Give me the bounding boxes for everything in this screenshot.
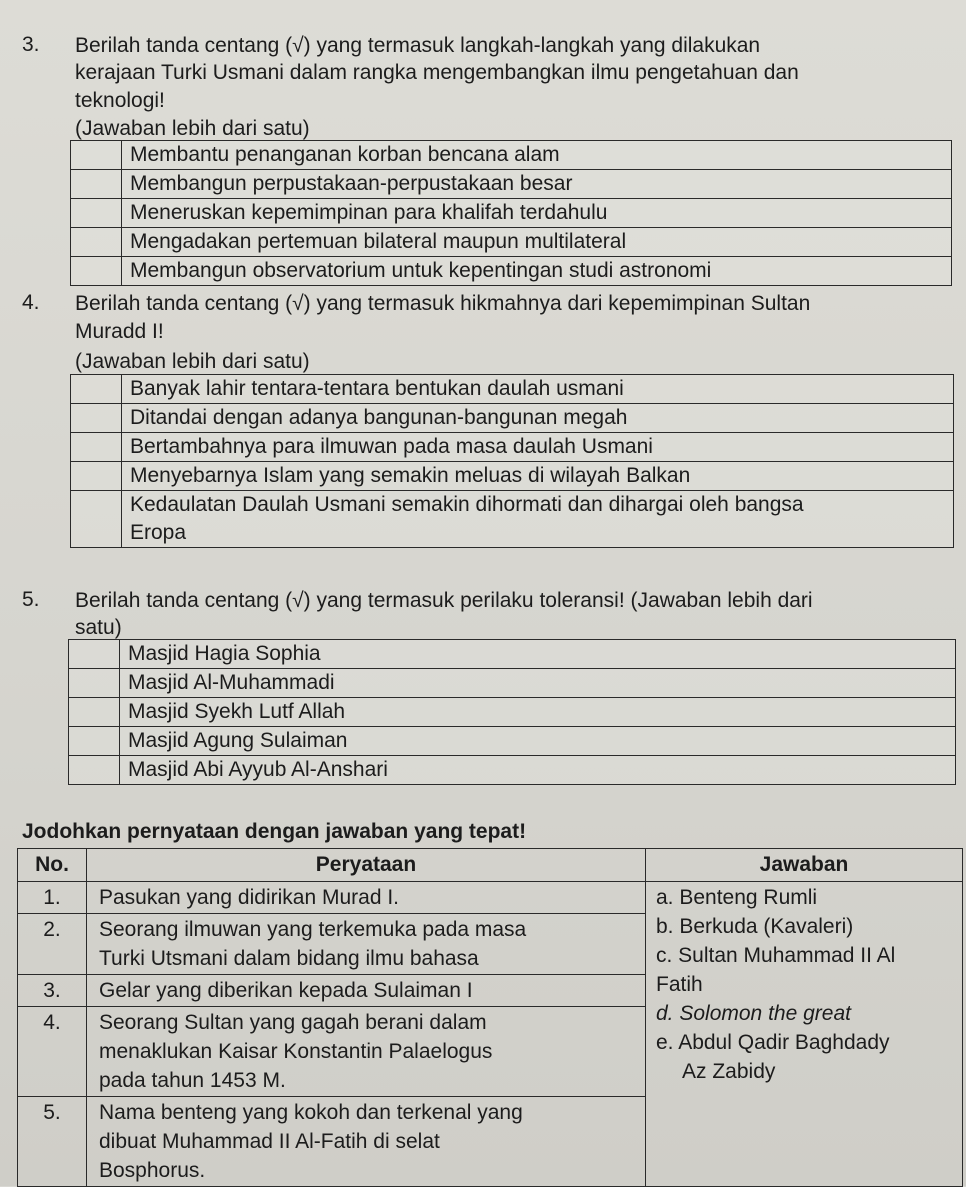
q3-option-4: Mengadakan pertemuan bilateral maupun multilateral xyxy=(122,228,952,257)
q3-option-3: Meneruskan kepemimpinan para khalifah terdahulu xyxy=(122,199,952,228)
q3-option-5: Membangun observatorium untuk kepentingan studi astronomi xyxy=(122,257,952,286)
q3-option-row xyxy=(71,141,952,170)
q4-checkbox-1[interactable] xyxy=(71,375,122,404)
header-statement: Peryataan xyxy=(87,849,646,882)
q3-options-table xyxy=(70,140,952,286)
row-3-statement xyxy=(87,975,646,1007)
q3-checkbox-5[interactable] xyxy=(71,257,122,286)
q5-line-2: satu) xyxy=(75,616,122,639)
q4-line-1: Berilah tanda centang (√) yang termasuk hikmahnya dari kepemimpinan Sultan xyxy=(75,292,811,315)
q3-checkbox-4[interactable] xyxy=(71,228,122,257)
q3-option-2: Membangun perpustakaan-perpustakaan besar xyxy=(122,170,952,199)
row-1-no: 1. xyxy=(18,882,87,914)
q3-number: 3. xyxy=(22,33,40,56)
row-4-line-2: menaklukan Kaisar Konstantin Palaelogus xyxy=(99,1040,493,1063)
row-1-statement xyxy=(87,882,646,914)
row-3-line-1: Gelar yang diberikan kepada Sulaiman I xyxy=(99,979,473,1002)
row-5-no: 5. xyxy=(18,1097,87,1187)
q4-option-4: Menyebarnya Islam yang semakin meluas di wilayah Balkan xyxy=(122,462,954,491)
q3-option-row xyxy=(71,228,952,257)
row-1-line-1: Pasukan yang didirikan Murad I. xyxy=(99,886,399,909)
q3-line-2: kerajaan Turki Usmani dalam rangka mengembangkan ilmu pengetahuan dan xyxy=(75,61,799,84)
header-answer: Jawaban xyxy=(646,849,963,882)
table-row xyxy=(18,882,963,914)
row-5-statement xyxy=(87,1097,646,1187)
q4-option-5 xyxy=(122,491,954,548)
q3-option-row xyxy=(71,170,952,199)
row-2-line-2: Turki Utsmani dalam bidang ilmu bahasa xyxy=(99,947,479,970)
q4-line-2: Muradd I! xyxy=(75,320,164,343)
row-5-line-1: Nama benteng yang kokoh dan terkenal yang xyxy=(99,1101,523,1124)
matching-header-row xyxy=(18,849,963,882)
q4-checkbox-4[interactable] xyxy=(71,462,122,491)
answer-e: e. Abdul Qadir Baghdady xyxy=(656,1031,890,1054)
row-4-statement xyxy=(87,1007,646,1097)
q5-option-1: Masjid Hagia Sophia xyxy=(120,640,956,669)
row-2-no: 2. xyxy=(18,914,87,975)
q3-option-row xyxy=(71,257,952,286)
q5-option-2: Masjid Al-Muhammadi xyxy=(120,669,956,698)
answer-d: d. Solomon the great xyxy=(656,1002,851,1025)
row-4-no: 4. xyxy=(18,1007,87,1097)
matching-table xyxy=(17,848,963,1187)
q4-option-1: Banyak lahir tentara-tentara bentukan daulah usmani xyxy=(122,375,954,404)
q4-number: 4. xyxy=(22,291,40,314)
q4-option-2: Ditandai dengan adanya bangunan-bangunan megah xyxy=(122,404,954,433)
q5-checkbox-3[interactable] xyxy=(69,698,120,727)
row-4-line-3: pada tahun 1453 M. xyxy=(99,1069,286,1092)
q4-option-3: Bertambahnya para ilmuwan pada masa daulah Usmani xyxy=(122,433,954,462)
answer-c: c. Sultan Muhammad II Al xyxy=(656,944,896,967)
row-3-no: 3. xyxy=(18,975,87,1007)
answer-list xyxy=(646,882,963,1187)
q4-note: (Jawaban lebih dari satu) xyxy=(75,350,310,373)
q3-line-1: Berilah tanda centang (√) yang termasuk langkah-langkah yang dilakukan xyxy=(75,34,761,57)
q5-line-1: Berilah tanda centang (√) yang termasuk perilaku toleransi! (Jawaban lebih dari xyxy=(75,589,813,612)
q5-checkbox-5[interactable] xyxy=(69,756,120,785)
q5-option-4: Masjid Agung Sulaiman xyxy=(120,727,956,756)
q5-checkbox-4[interactable] xyxy=(69,727,120,756)
q4-checkbox-3[interactable] xyxy=(71,433,122,462)
q3-note: (Jawaban lebih dari satu) xyxy=(75,117,310,140)
q3-option-row xyxy=(71,199,952,228)
q5-checkbox-2[interactable] xyxy=(69,669,120,698)
matching-title: Jodohkan pernyataan dengan jawaban yang tepat! xyxy=(22,820,527,843)
q3-checkbox-1[interactable] xyxy=(71,141,122,170)
q4-option-5-line-1: Kedaulatan Daulah Usmani semakin dihormati dan dihargai oleh bangsa xyxy=(130,493,804,516)
q5-number: 5. xyxy=(22,588,40,611)
q4-options-table xyxy=(70,374,954,548)
q4-checkbox-2[interactable] xyxy=(71,404,122,433)
q5-checkbox-1[interactable] xyxy=(69,640,120,669)
header-no: No. xyxy=(18,849,87,882)
row-5-line-3: Bosphorus. xyxy=(99,1159,206,1182)
answer-c-continued: Fatih xyxy=(656,973,703,996)
answer-e-continued: Az Zabidy xyxy=(682,1060,776,1083)
q4-checkbox-5[interactable] xyxy=(71,491,122,548)
q3-option-1: Membantu penanganan korban bencana alam xyxy=(122,141,952,170)
row-5-line-2: dibuat Muhammad II Al-Fatih di selat xyxy=(99,1130,440,1153)
row-4-line-1: Seorang Sultan yang gagah berani dalam xyxy=(99,1011,487,1034)
row-2-line-1: Seorang ilmuwan yang terkemuka pada masa xyxy=(99,918,527,941)
q4-option-5-line-2: Eropa xyxy=(130,521,187,544)
q3-checkbox-2[interactable] xyxy=(71,170,122,199)
row-2-statement xyxy=(87,914,646,975)
q5-option-3: Masjid Syekh Lutf Allah xyxy=(120,698,956,727)
answer-b: b. Berkuda (Kavaleri) xyxy=(656,915,854,938)
q5-options-table xyxy=(68,639,956,785)
q5-option-5: Masjid Abi Ayyub Al-Anshari xyxy=(120,756,956,785)
q3-line-3: teknologi! xyxy=(75,89,165,112)
answer-a: a. Benteng Rumli xyxy=(656,886,818,909)
q3-checkbox-3[interactable] xyxy=(71,199,122,228)
